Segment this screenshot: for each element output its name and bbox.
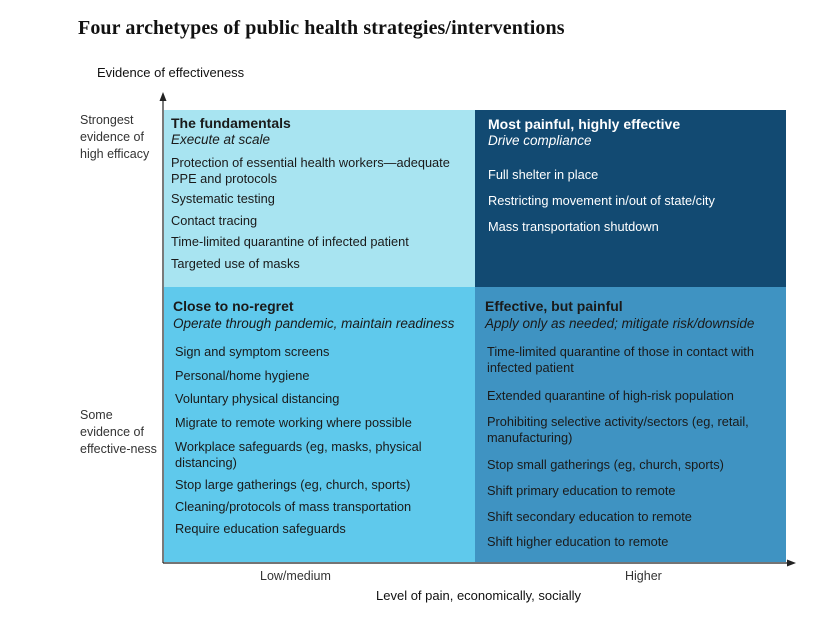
list-item: Stop small gatherings (eg, church, sports) [487,457,724,472]
list-item: Contact tracing [171,213,258,228]
list-item: Require education safeguards [175,521,346,536]
y-axis-bottom-label: Some evidence of effective-ness [80,408,157,456]
list-item: Full shelter in place [488,167,599,182]
quadrant-heading: Close to no-regret [173,298,294,314]
quadrant-effective-but-painful [475,287,786,562]
list-item: Workplace safeguards (eg, masks, physical distancing) [175,439,422,470]
quadrant-subheading: Execute at scale [171,132,271,147]
quadrant-heading: Most painful, highly effective [488,116,681,132]
list-item: Time-limited quarantine of those in contact with infected patient [487,344,754,375]
x-axis-arrow-icon [787,560,796,567]
quadrant-heading: The fundamentals [171,115,291,131]
quadrant-most-painful [475,110,786,287]
list-item: Migrate to remote working where possible [175,415,412,430]
y-axis-arrow-icon [160,92,167,101]
list-item: Voluntary physical distancing [175,391,340,406]
quadrant-heading: Effective, but painful [485,298,623,314]
quadrant-subheading: Operate through pandemic, maintain readiness [173,316,455,331]
list-item: Extended quarantine of high-risk population [487,388,734,403]
list-item: Shift primary education to remote [487,483,676,498]
list-item: Personal/home hygiene [175,368,310,383]
list-item: Mass transportation shutdown [488,219,659,234]
list-item: Stop large gatherings (eg, church, sports) [175,477,411,492]
list-item: Cleaning/protocols of mass transportation [175,499,412,514]
list-item: Restricting movement in/out of state/city [488,193,715,208]
list-item: Systematic testing [171,191,275,206]
list-item: Prohibiting selective activity/sectors (eg, retail, manufacturing) [487,414,749,445]
quadrant-subheading: Apply only as needed; mitigate risk/downside [485,316,755,331]
quadrant-close-to-no-regret [164,287,475,562]
list-item: Protection of essential health workers—adequate PPE and protocols [171,155,450,186]
list-item: Time-limited quarantine of infected patient [171,234,409,249]
y-axis-title: Evidence of effectiveness [97,65,245,80]
x-axis-low-label: Low/medium [260,569,331,583]
quadrant-fundamentals [164,110,475,287]
list-item: Targeted use of masks [171,256,300,271]
x-axis-high-label: Higher [625,569,662,583]
list-item: Shift secondary education to remote [487,509,692,524]
list-item: Sign and symptom screens [175,344,330,359]
y-axis-top-label: Strongest evidence of high efficacy [80,113,150,161]
x-axis-title: Level of pain, economically, socially [376,588,581,603]
list-item: Shift higher education to remote [487,534,669,549]
quadrant-subheading: Drive compliance [488,133,592,148]
diagram-title: Four archetypes of public health strategies/interventions [78,17,565,39]
